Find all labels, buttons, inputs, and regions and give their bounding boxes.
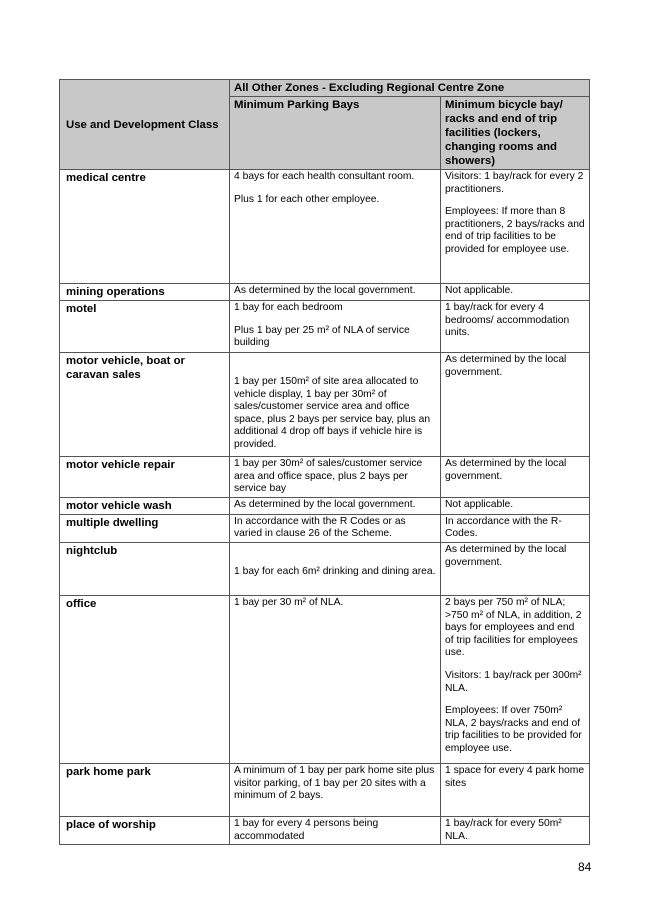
use-class-cell: park home park [60,763,230,816]
table-row [60,170,590,284]
table-row [60,457,590,498]
parking-cell: A minimum of 1 bay per park home site plus visitor parking, of 1 bay per 20 sites with a minimum of 2 bays. [230,763,441,816]
header-parking: Minimum Parking Bays [230,97,441,170]
use-class-cell: motor vehicle, boat or caravan sales [60,353,230,457]
header-use-class: Use and Development Class [60,80,230,170]
bicycle-text: Employees: If over 750m² NLA, 2 bays/racks and end of trip facilities to be provided for employee use. [445,705,582,754]
use-class-cell: mining operations [60,284,230,301]
use-class-cell: multiple dwelling [60,514,230,542]
parking-text: 4 bays for each health consultant room. [234,171,415,182]
bicycle-cell: As determined by the local government. [441,457,590,498]
table-row [60,284,590,301]
table-row [60,595,590,763]
bicycle-cell: Not applicable. [441,284,590,301]
table-row [60,763,590,816]
parking-text: 1 bay for each 6m² drinking and dining area. [234,565,436,577]
parking-cell: As determined by the local government. [230,284,441,301]
bicycle-cell: In accordance with the R-Codes. [441,514,590,542]
bicycle-cell: 1 bay/rack for every 4 bedrooms/ accommodation units. [441,301,590,353]
parking-text: 1 bay for each bedroom [234,302,343,313]
parking-cell [230,353,441,457]
table-row [60,301,590,353]
bicycle-cell [441,170,590,284]
parking-requirements-table [59,79,590,845]
use-class-cell: motor vehicle wash [60,497,230,514]
bicycle-text: Visitors: 1 bay/rack per 300m² NLA. [445,669,582,694]
bicycle-cell: Not applicable. [441,497,590,514]
table-row [60,353,590,457]
parking-cell: 1 bay per 30 m² of NLA. [230,595,441,763]
bicycle-cell: 1 space for every 4 park home sites [441,763,590,816]
header-bicycle: Minimum bicycle bay/ racks and end of trip facilities (lockers, changing rooms and showers) [441,97,590,170]
use-class-cell: place of worship [60,816,230,844]
use-class-cell: motel [60,301,230,353]
bicycle-text: Visitors: 1 bay/rack for every 2 practitioners. [445,171,584,195]
table-row [60,816,590,844]
bicycle-cell [441,595,590,763]
bicycle-text: 2 bays per 750 m² of NLA; >750 m² of NLA, in addition, 2 bays for employees and end of trip facilities for employees use. [445,596,582,659]
parking-cell: As determined by the local government. [230,497,441,514]
parking-cell: 1 bay per 30m² of sales/customer service area and office space, plus 2 bays per service bay [230,457,441,498]
use-class-cell: nightclub [60,542,230,595]
parking-cell: In accordance with the R Codes or as varied in clause 26 of the Scheme. [230,514,441,542]
parking-text: Plus 1 for each other employee. [234,193,380,205]
use-class-cell: motor vehicle repair [60,457,230,498]
parking-cell [230,170,441,284]
parking-cell: 1 bay for every 4 persons being accommodated [230,816,441,844]
parking-cell [230,301,441,353]
use-class-cell: office [60,595,230,763]
bicycle-cell: 1 bay/rack for every 50m² NLA. [441,816,590,844]
header-zone: All Other Zones - Excluding Regional Centre Zone [230,80,590,97]
table-row [60,514,590,542]
parking-text: Plus 1 bay per 25 m² of NLA of service building [234,324,410,349]
parking-text: 1 bay per 150m² of site area allocated to vehicle display, 1 bay per 30m² of sales/customer service area and office space, plus 2 bays per service bay, plus an additional 4 drop off bays if vehicle hire is provided. [234,376,431,450]
bicycle-cell: As determined by the local government. [441,353,590,457]
bicycle-cell: As determined by the local government. [441,542,590,595]
table-row [60,497,590,514]
use-class-cell: medical centre [60,170,230,284]
bicycle-text: Employees: If more than 8 practitioners, 2 bays/racks and end of trip facilities to be provided for employee use. [445,206,585,255]
parking-cell [230,542,441,595]
table-row [60,542,590,595]
page-number: 84 [578,860,592,874]
